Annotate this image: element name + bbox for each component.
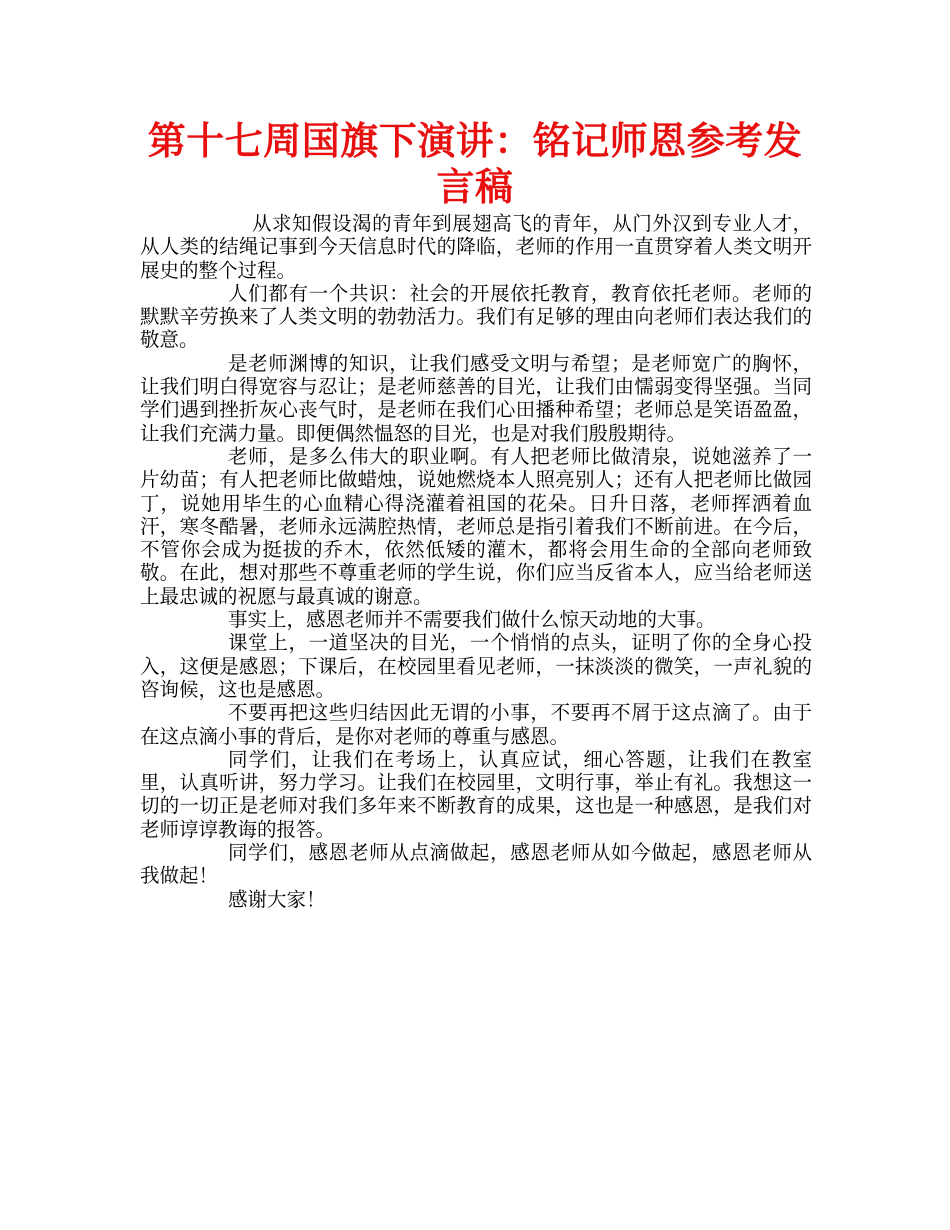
paragraph-2: 人们都有一个共识：社会的开展依托教育，教育依托老师。老师的默默辛劳换来了人类文明的勃勃活力。我们有足够的理由向老师们表达我们的敬意。: [140, 281, 812, 352]
paragraph-4: 老师，是多么伟大的职业啊。有人把老师比做清泉，说她滋养了一片幼苗；有人把老师比做蜡烛，说她燃烧本人照亮别人；还有人把老师比做园丁，说她用毕生的心血精心得浇灌着祖国的花朵。日升日落，老师挥洒着血汗，寒冬酷暑，老师永远满腔热情，老师总是指引着我们不断前进。在今后，不管你会成为挺拔的乔木，依然低矮的灌木，都将会用生命的全部向老师致敬。在此，想对那些不尊重老师的学生说，你们应当反省本人，应当给老师送上最忠诚的祝愿与最真诚的谢意。: [140, 444, 812, 608]
paragraph-9: 同学们，感恩老师从点滴做起，感恩老师从如今做起，感恩老师从我做起！: [140, 841, 812, 888]
paragraph-7: 不要再把这些归结因此无谓的小事，不要再不屑于这点滴了。由于在这点滴小事的背后，是你对老师的尊重与感恩。: [140, 701, 812, 748]
document-body: [140, 212, 812, 911]
paragraph-8: 同学们，让我们在考场上，认真应试，细心答题，让我们在教室里，认真听讲，努力学习。让我们在校园里，文明行事，举止有礼。我想这一切的一切正是老师对我们多年来不断教育的成果，这也是一种感恩，是我们对老师谆谆教诲的报答。: [140, 747, 812, 841]
paragraph-1: 从求知假设渴的青年到展翅高飞的青年，从门外汉到专业人才，从人类的结绳记事到今天信息时代的降临，老师的作用一直贯穿着人类文明开展史的整个过程。: [140, 212, 812, 282]
paragraph-6: 课堂上，一道坚决的目光，一个悄悄的点头，证明了你的全身心投入，这便是感恩；下课后，在校园里看见老师，一抹淡淡的微笑，一声礼貌的咨询候，这也是感恩。: [140, 631, 812, 701]
paragraph-5: 事实上，感恩老师并不需要我们做什么惊天动地的大事。: [228, 608, 716, 632]
paragraph-10: 感谢大家！: [228, 887, 326, 911]
paragraph-3: 是老师渊博的知识，让我们感受文明与希望；是老师宽广的胸怀，让我们明白得宽容与忍让；是老师慈善的目光，让我们由懦弱变得坚强。当同学们遇到挫折灰心丧气时，是老师在我们心田播种希望；老师总是笑语盈盈，让我们充满力量。即便偶然愠怒的目光，也是对我们殷殷期待。: [140, 351, 812, 445]
document-title: 第十七周国旗下演讲：铭记师恩参考发言稿: [147, 119, 803, 209]
